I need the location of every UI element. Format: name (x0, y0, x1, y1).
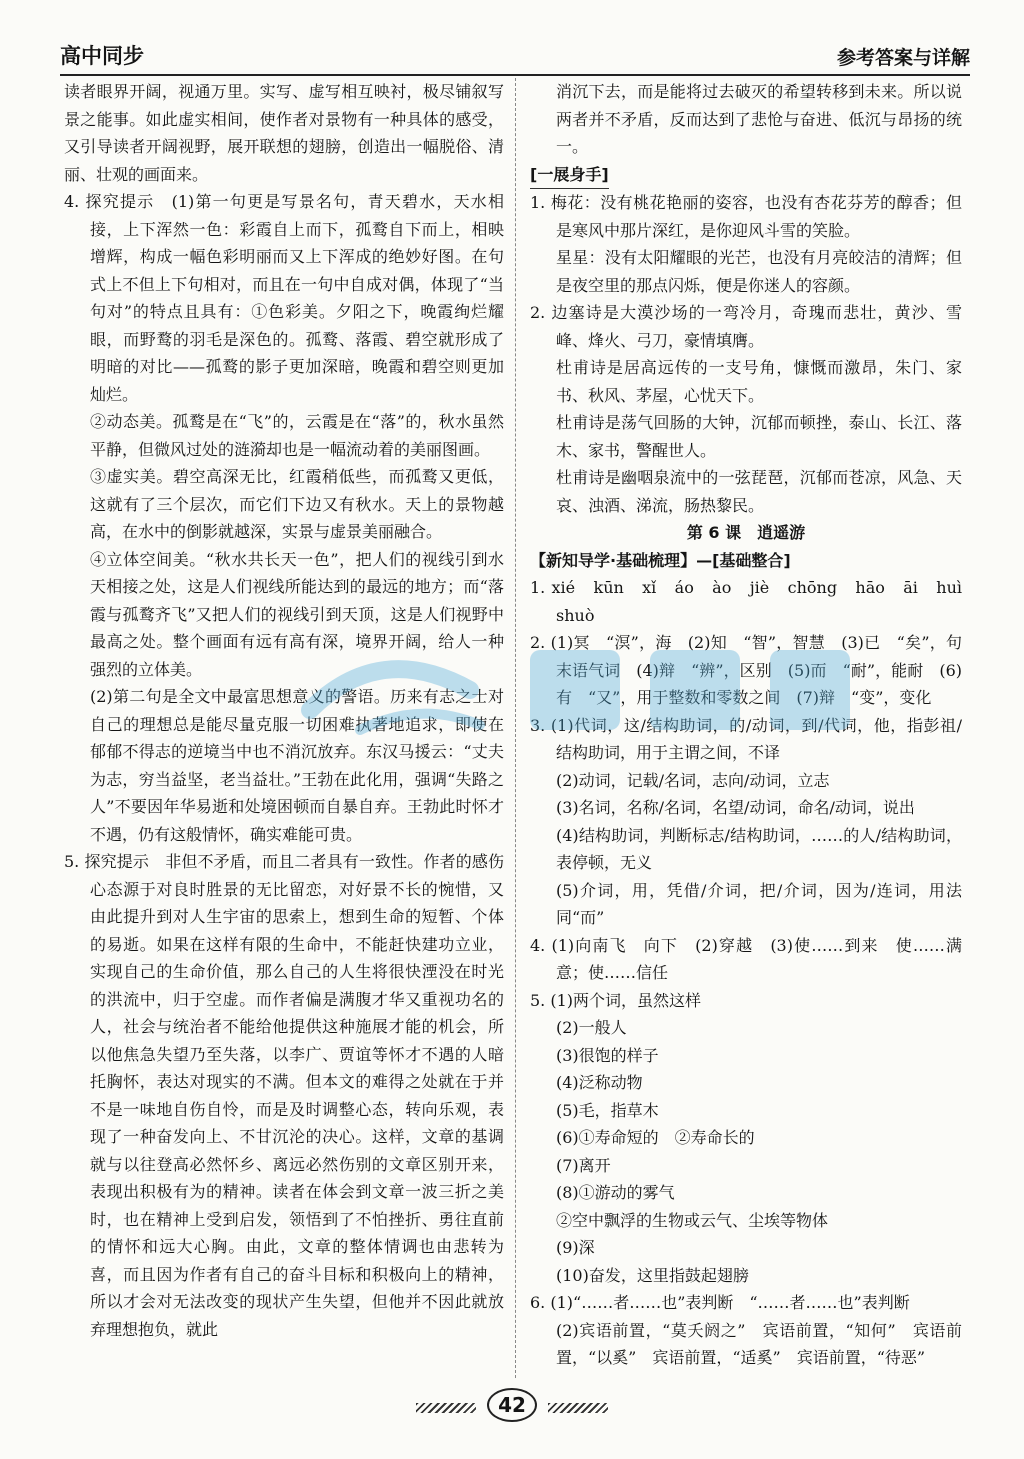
right-column-paragraph: 消沉下去，而是能将过去破灭的希望转移到未来。所以说两者并不矛盾，反而达到了悲怆与奋进、低沉与昂扬的统一。 (556, 82, 962, 156)
header-title: 高中同步 (60, 44, 144, 68)
section-label: [一展身手] (530, 161, 609, 190)
left-column-paragraph: ②动态美。孤鹜是在“飞”的，云霞是在“落”的，秋水虽然平静，但微风过处的涟漪却也是一幅流动着的美丽图画。 (90, 412, 504, 459)
right-column-paragraph: 1. xié kūn xǐ áo ào jiè chōng hāo āi huì shuò (530, 578, 962, 625)
right-column-paragraph: 2. 边塞诗是大漠沙场的一弯冷月，奇瑰而悲壮，黄沙、雪峰、烽火、弓刀，豪情填膺。 (530, 303, 962, 350)
right-column-paragraph: 3. (1)代词，这/结构助词，的/动词，到/代词，他，指彭祖/结构助词，用于主谓之间，不译 (530, 715, 962, 762)
right-column-paragraph: (5)介词，用，凭借/介词，把/介词，因为/连词，用法同“而” (556, 880, 962, 927)
right-column-paragraph: 杜甫诗是幽咽泉流中的一弦琵琶，沉郁而苍凉，风急、天哀、浊酒、涕流，肠热黎民。 (556, 468, 962, 515)
right-column-paragraph: (9)深 (556, 1238, 595, 1257)
page-header (60, 38, 970, 76)
right-column-paragraph: ②空中飘浮的生物或云气、尘埃等物体 (556, 1210, 829, 1230)
right-column-paragraph: (10)奋发，这里指鼓起翅膀 (556, 1265, 749, 1285)
right-column-paragraph: (8)①游动的雾气 (556, 1183, 675, 1202)
right-column-paragraph: 杜甫诗是荡气回肠的大钟，沉郁而顿挫，泰山、长江、落木、家书，警醒世人。 (556, 413, 962, 460)
footer-decoration-right (548, 1403, 608, 1413)
right-column-paragraph: (3)名词，名称/名词，名望/动词，命名/动词，说出 (556, 798, 915, 817)
right-column-paragraph: (2)宾语前置，“莫夭阏之” 宾语前置，“知何” 宾语前置，“以奚” 宾语前置，“适奚” 宾语前置，“待恶” (556, 1320, 962, 1367)
left-column-paragraph: 4. 探究提示 (1)第一句更是写景名句，青天碧水，天水相接，上下浑然一色：彩霞自上而下，孤鹜自下而上，相映增辉，构成一幅色彩明丽而又上下浑成的绝妙好图。在句式上不但上下句相对，而且在一句中自成对偶，体现了“当句对”的特点且具有：①色彩美。夕阳之下，晚霞绚烂耀眼，而野鹜的羽毛是深色的。孤鹜、落霞、碧空就形成了明暗的对比——孤鹜的影子更加深暗，晚霞和碧空则更加灿烂。 (64, 192, 504, 404)
right-column-paragraph: (7)离开 (556, 1155, 611, 1175)
right-column-paragraph: 5. (1)两个词，虽然这样 (530, 990, 702, 1010)
right-column-paragraph: 6. (1)“……者……也”表判断 “……者……也”表判断 (530, 1293, 910, 1312)
right-column-paragraph: (2)一般人 (556, 1018, 627, 1037)
header-section: 参考答案与详解 (836, 47, 970, 69)
right-column-paragraph: 第 6 课 逍遥游 (686, 523, 806, 542)
page-footer (0, 1388, 1024, 1422)
left-column-paragraph: 读者眼界开阔，视通万里。实写、虚写相互映衬，极尽铺叙写景之能事。如此虚实相间，使作者对景物有一种具体的感受，又引导读者开阔视野，展开联想的翅膀，创造出一幅脱俗、清丽、壮观的画面来。 (64, 82, 504, 184)
left-column-paragraph: 5. 探究提示 非但不矛盾，而且二者具有一致性。作者的感伤心态源于对良时胜景的无比留恋，对好景不长的惋惜，又由此提升到对人生宇宙的思索上，想到生命的短暂、个体的易逝。如果在这样有限的生命中，不能赶快建功立业，实现自己的生命价值，那么自己的人生将很快湮没在时光的洪流中，归于空虚。而作者偏是满腹才华又重视功名的人，社会与统治者不能给他提供这种施展才能的机会，所以他焦急失望乃至失落，以李广、贾谊等怀才不遇的人暗托胸怀，表达对现实的不满。但本文的难得之处就在于并不是一味地自伤自怜，而是及时调整心态，转向乐观，表现了一种奋发向上、不甘沉沦的决心。这样，文章的基调就与以往登高必然怀乡、离远必然伤别的文章区别开来，表现出积极有为的精神。读者在体会到文章一波三折之美时，也在精神上受到启发，领悟到了不怕挫折、勇往直前的情怀和远大心胸。由此，文章的整体情调也由悲转为喜，而且因为作者有自己的奋斗目标和积极向上的精神，所以才会对无法改变的现状产生失望，但他并不因此就放弃理想抱负，就此 (64, 852, 504, 1339)
page-number: 42 (487, 1388, 537, 1422)
right-column-paragraph: (5)毛，指草木 (556, 1100, 659, 1120)
right-column-paragraph: (4)泛称动物 (556, 1073, 643, 1092)
right-column-paragraph: 【新知导学·基础梳理】—[基础整合] (530, 550, 791, 570)
footer-decoration-left (416, 1403, 476, 1413)
left-column-paragraph: ③虚实美。碧空高深无比，红霞稍低些，而孤鹜又更低，这就有了三个层次，而它们下边又有秋水。天上的景物越高，在水中的倒影就越深，实景与虚景美丽融合。 (90, 467, 504, 541)
right-column-paragraph: 4. (1)向南飞 向下 (2)穿越 (3)使……到来 使……满意；使……信任 (530, 935, 962, 982)
right-column-paragraph: (6)①寿命短的 ②寿命长的 (556, 1128, 755, 1147)
right-column-paragraph: 1. 梅花：没有桃花艳丽的姿容，也没有杏花芬芳的醇香；但是寒风中那片深红，是你迎风斗雪的笑脸。 (530, 193, 962, 240)
right-column-paragraph: (3)很饱的样子 (556, 1045, 659, 1065)
left-column (64, 78, 504, 1343)
right-column-paragraph: (2)动词，记载/名词，志向/动词，立志 (556, 770, 830, 790)
left-column-paragraph: ④立体空间美。“秋水共长天一色”，把人们的视线引到水天相接之处，这是人们视线所能达到的最远的地方；而“落霞与孤鹜齐飞”又把人们的视线引到天顶，这是人们视野中最高之处。整个画面有远有高有深，境界开阔，给人一种强烈的立体美。 (90, 549, 504, 679)
right-column (530, 78, 962, 1372)
right-column-paragraph: 杜甫诗是居高远传的一支号角，慷慨而激昂，朱门、家书、秋风、茅屋，心忧天下。 (556, 358, 962, 405)
right-column-paragraph: 2. (1)冥 “溟”，海 (2)知 “智”，智慧 (3)已 “矣”，句末语气词 (4)辩 “辨”，区别 (5)而 “耐”，能耐 (6)有 “又”，用于整数和零数之间 (7)辩 “变”，变化 (530, 633, 962, 707)
right-column-paragraph: 星星：没有太阳耀眼的光芒，也没有月亮皎洁的清辉；但是夜空里的那点闪烁，便是你迷人的容颜。 (556, 248, 962, 295)
left-column-paragraph: (2)第二句是全文中最富思想意义的警语。历来有志之士对自己的理想总是能尽量克服一切困难执著地追求，即使在郁郁不得志的逆境当中也不消沉放弃。东汉马援云：“丈夫为志，穷当益坚，老当益壮。”王勃在此化用，强调“失路之人”不要因年华易逝和处境困顿而自暴自弃。王勃此时怀才不遇，仍有这般情怀，确实难能可贵。 (90, 687, 504, 844)
right-column-paragraph (530, 161, 962, 190)
right-column-paragraph: (4)结构助词，判断标志/结构助词，……的人/结构助词，表停顿，无义 (556, 825, 962, 872)
